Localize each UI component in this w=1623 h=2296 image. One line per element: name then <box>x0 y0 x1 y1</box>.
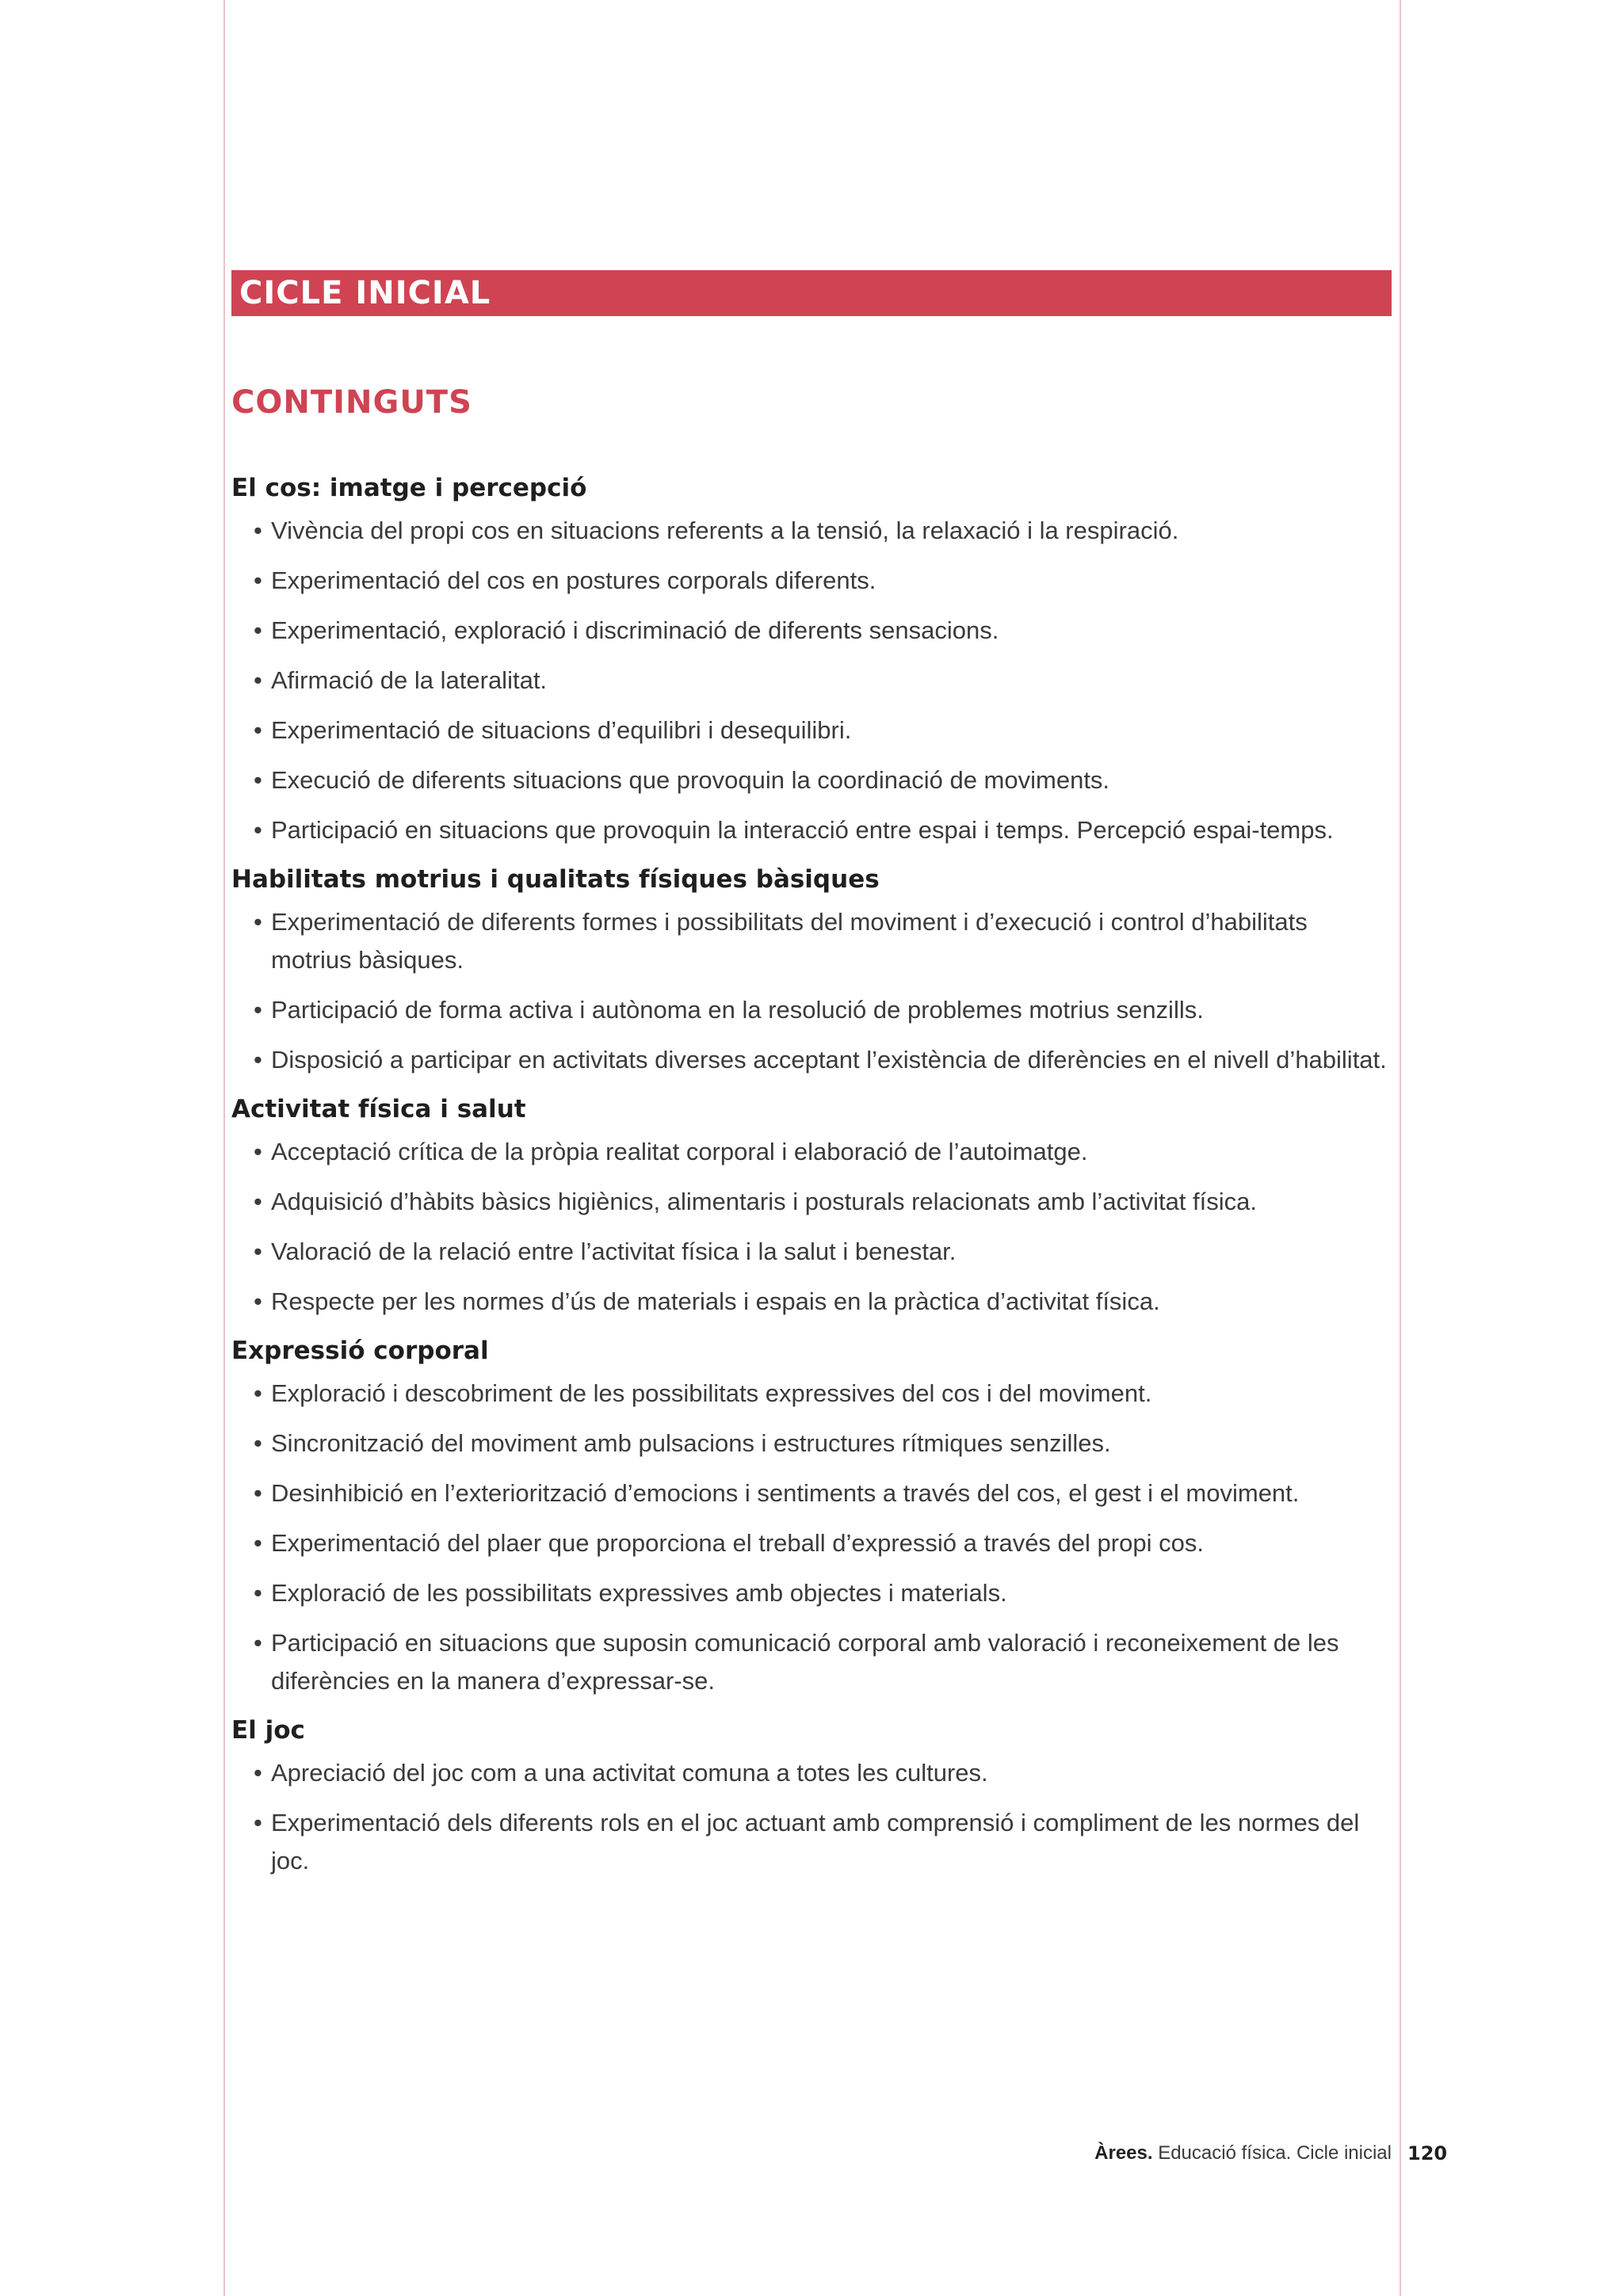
block-title: Expressió corporal <box>231 1337 489 1365</box>
block-title: El joc <box>231 1716 305 1745</box>
content-block <box>231 1707 1392 1880</box>
section-title: CONTINGUTS <box>231 384 472 421</box>
bullet-list <box>231 1133 1392 1321</box>
list-item: • Experimentació de diferents formes i possibilitats del moviment i d’execució i control d’habilitats motrius bàsiques. <box>231 903 1392 979</box>
list-item: • Exploració de les possibilitats expressives amb objectes i materials. <box>231 1574 1392 1612</box>
list-item: • Valoració de la relació entre l’activitat física i la salut i benestar. <box>231 1233 1392 1271</box>
footer-area-label: Àrees. <box>1094 2142 1153 2164</box>
list-item: • Apreciació del joc com a una activitat comuna a totes les cultures. <box>231 1754 1392 1792</box>
list-item: • Participació en situacions que suposin comunicació corporal amb valoració i reconeixement de les diferències en la manera d’expressar-se. <box>231 1624 1392 1700</box>
list-item: • Experimentació de situacions d’equilibri i desequilibri. <box>231 711 1392 749</box>
bullet-list <box>231 512 1392 849</box>
list-item: • Experimentació, exploració i discriminació de diferents sensacions. <box>231 612 1392 650</box>
block-title: El cos: imatge i percepció <box>231 474 587 502</box>
list-item: • Experimentació del cos en postures corporals diferents. <box>231 562 1392 600</box>
right-margin-rule <box>1400 0 1401 2296</box>
block-title: Habilitats motrius i qualitats físiques bàsiques <box>231 865 880 894</box>
left-margin-rule <box>223 0 225 2296</box>
list-item: • Execució de diferents situacions que provoquin la coordinació de moviments. <box>231 761 1392 799</box>
bullet-list <box>231 1375 1392 1700</box>
list-item: • Adquisició d’hàbits bàsics higiènics, alimentaris i posturals relacionats amb l’activitat física. <box>231 1183 1392 1221</box>
list-item: • Vivència del propi cos en situacions referents a la tensió, la relaxació i la respiració. <box>231 512 1392 550</box>
footer-subject-label: Educació física. Cicle inicial <box>1158 2142 1392 2164</box>
page-number: 120 <box>1407 2142 1448 2164</box>
list-item: • Experimentació del plaer que proporciona el treball d’expressió a través del propi cos. <box>231 1524 1392 1562</box>
content-block <box>231 464 1392 849</box>
list-item: • Participació en situacions que provoquin la interacció entre espai i temps. Percepció espai-temps. <box>231 811 1392 849</box>
list-item: • Disposició a participar en activitats diverses acceptant l’existència de diferències en el nivell d’habilitat. <box>231 1041 1392 1079</box>
list-item: • Experimentació dels diferents rols en el joc actuant amb comprensió i compliment de les normes del joc. <box>231 1804 1392 1880</box>
bullet-list <box>231 903 1392 1079</box>
list-item: • Exploració i descobriment de les possibilitats expressives del cos i del moviment. <box>231 1375 1392 1413</box>
block-title: Activitat física i salut <box>231 1095 526 1123</box>
list-item: • Respecte per les normes d’ús de materials i espais en la pràctica d’activitat física. <box>231 1283 1392 1321</box>
list-item: • Acceptació crítica de la pròpia realitat corporal i elaboració de l’autoimatge. <box>231 1133 1392 1171</box>
content-blocks <box>231 464 1392 1880</box>
list-item: • Sincronització del moviment amb pulsacions i estructures rítmiques senzilles. <box>231 1425 1392 1463</box>
cycle-banner: CICLE INICIAL <box>231 270 1392 316</box>
content-block <box>231 1327 1392 1700</box>
list-item: • Afirmació de la lateralitat. <box>231 662 1392 700</box>
content-block <box>231 856 1392 1079</box>
content-block <box>231 1085 1392 1321</box>
page-footer <box>1030 2136 1392 2171</box>
bullet-list <box>231 1754 1392 1880</box>
list-item: • Participació de forma activa i autònoma en la resolució de problemes motrius senzills. <box>231 991 1392 1029</box>
list-item: • Desinhibició en l’exteriorització d’emocions i sentiments a través del cos, el gest i el moviment. <box>231 1474 1392 1512</box>
